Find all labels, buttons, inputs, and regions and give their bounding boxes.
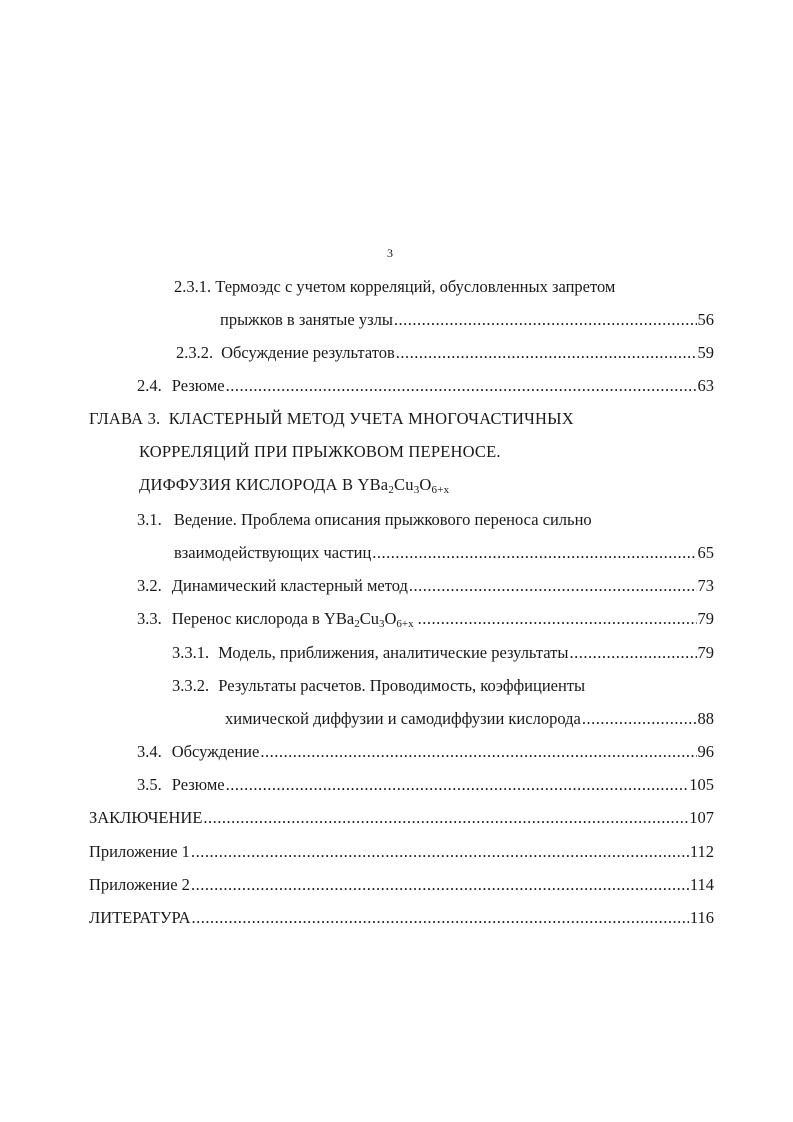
toc-entry-3-3-2-line1 <box>172 674 585 698</box>
entry-title: Резюме <box>171 376 225 395</box>
entry-title: Термоэдс с учетом корреляций, обусловленных запретом <box>215 277 616 296</box>
toc-entry-conclusion <box>89 806 714 830</box>
formula-subscript: 6+x <box>431 484 450 496</box>
chapter-title: КЛАСТЕРНЫЙ МЕТОД УЧЕТА МНОГОЧАСТИЧНЫХ <box>168 409 574 428</box>
entry-title: Обсуждение <box>171 742 260 761</box>
entry-number: 2.3.2. <box>176 343 214 362</box>
page-number: 3 <box>387 246 393 260</box>
entry-title: Обсуждение результатов <box>221 343 395 362</box>
leader-dots <box>191 873 689 897</box>
entry-page: 96 <box>697 742 714 761</box>
toc-entry-appendix-1 <box>89 840 714 864</box>
entry-title: Результаты расчетов. Проводимость, коэффициенты <box>218 676 586 695</box>
entry-page: 107 <box>689 808 714 827</box>
toc-entry-3-3-2-line2 <box>225 707 714 731</box>
entry-title: ЗАКЛЮЧЕНИЕ <box>89 808 203 827</box>
entry-title: Резюме <box>171 775 225 794</box>
entry-number: 2.4. <box>137 376 162 395</box>
toc-entry-2-3-2 <box>176 341 714 365</box>
entry-title: Приложение 1 <box>89 842 190 861</box>
formula-element: Cu <box>359 609 379 628</box>
toc-entry-3-4 <box>137 740 714 764</box>
entry-page: 56 <box>697 310 714 329</box>
toc-entry-3-1-line1 <box>137 508 592 532</box>
entry-number: 3.5. <box>137 775 162 794</box>
leader-dots <box>418 607 697 631</box>
toc-entry-3-3-1 <box>172 641 714 665</box>
leader-dots <box>226 374 697 398</box>
leader-dots <box>409 574 697 598</box>
entry-number: 3.2. <box>137 576 162 595</box>
formula-subscript: 3 <box>378 618 385 630</box>
chapter-title: КОРРЕЛЯЦИЙ ПРИ ПРЫЖКОВОМ ПЕРЕНОСЕ. <box>139 442 501 461</box>
entry-number: 3.3.2. <box>172 676 210 695</box>
chapter-title: ДИФФУЗИЯ КИСЛОРОДА В YBa <box>139 475 389 494</box>
toc-entry-literature <box>89 906 714 930</box>
entry-number: 3.3.1. <box>172 643 210 662</box>
leader-dots <box>569 641 696 665</box>
chapter-label: ГЛАВА 3. <box>89 409 161 428</box>
entry-page: 114 <box>689 875 714 894</box>
formula-subscript: 2 <box>388 484 395 496</box>
toc-entry-appendix-2 <box>89 873 714 897</box>
toc-entry-2-3-1-line1 <box>174 275 615 299</box>
entry-title: прыжков в занятые узлы <box>220 310 393 329</box>
entry-page: 116 <box>689 908 714 927</box>
chapter-3-heading-line2 <box>139 440 501 464</box>
entry-number: 2.3.1. <box>174 277 212 296</box>
entry-title: взаимодействующих частиц <box>174 543 372 562</box>
chapter-3-heading-line3 <box>139 473 449 497</box>
leader-dots <box>191 840 689 864</box>
entry-page: 112 <box>689 842 714 861</box>
toc-entry-3-5 <box>137 773 714 797</box>
entry-title: ЛИТЕРАТУРА <box>89 908 191 927</box>
leader-dots <box>396 341 697 365</box>
toc-entry-3-3 <box>137 607 714 631</box>
entry-number: 3.4. <box>137 742 162 761</box>
leader-dots <box>582 707 697 731</box>
leader-dots <box>226 773 689 797</box>
formula-subscript: 6+x <box>396 618 414 630</box>
entry-title: Перенос кислорода в YBa <box>171 609 355 628</box>
entry-title: Ведение. Проблема описания прыжкового переноса сильно <box>173 510 592 529</box>
formula-subscript: 3 <box>413 484 420 496</box>
formula-subscript: 2 <box>354 618 360 630</box>
entry-title: Динамический кластерный метод <box>171 576 408 595</box>
entry-page: 73 <box>697 576 714 595</box>
leader-dots <box>394 308 697 332</box>
leader-dots <box>192 906 689 930</box>
entry-page: 79 <box>697 609 714 628</box>
entry-title: Приложение 2 <box>89 875 190 894</box>
toc-entry-2-3-1-line2 <box>220 308 714 332</box>
entry-title: химической диффузии и самодиффузии кислорода <box>225 709 581 728</box>
entry-page: 105 <box>689 775 714 794</box>
toc-entry-3-1-line2 <box>174 541 714 565</box>
entry-number: 3.3. <box>137 609 162 628</box>
chapter-3-heading-line1 <box>89 407 574 431</box>
entry-page: 63 <box>697 376 714 395</box>
entry-page: 79 <box>697 643 714 662</box>
leader-dots <box>260 740 696 764</box>
formula-element: O <box>384 609 397 628</box>
toc-entry-2-4 <box>137 374 714 398</box>
leader-dots <box>372 541 696 565</box>
entry-page: 65 <box>697 543 714 562</box>
toc-entry-3-2 <box>137 574 714 598</box>
entry-number: 3.1. <box>137 510 162 529</box>
entry-page: 88 <box>697 709 714 728</box>
formula-element: O <box>419 475 432 494</box>
leader-dots <box>203 806 688 830</box>
entry-page: 59 <box>697 343 714 362</box>
formula-element: Cu <box>394 475 414 494</box>
entry-title: Модель, приближения, аналитические результаты <box>218 643 569 662</box>
